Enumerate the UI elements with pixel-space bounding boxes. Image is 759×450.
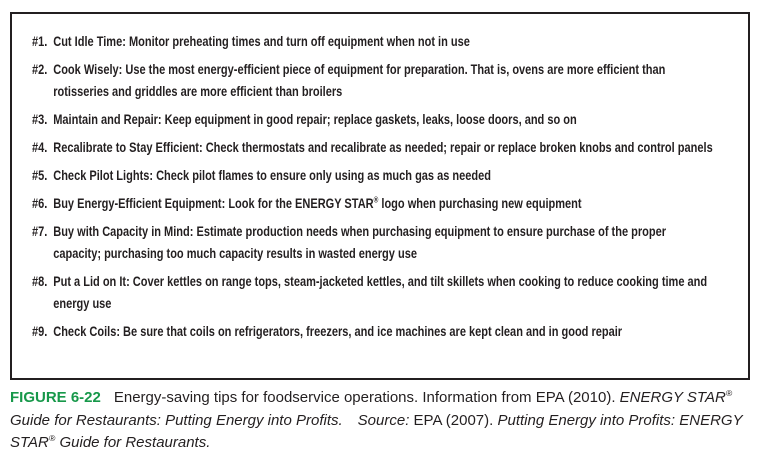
caption-title-italic: ENERGY STAR: [619, 389, 726, 406]
tip-item-2: [32, 58, 714, 102]
tip-text: Check Coils: Be sure that coils on refrigerators, freezers, and ice machines are kept clean and in good repair: [53, 323, 623, 339]
tip-item-5: [32, 164, 714, 186]
tip-text: Cut Idle Time: Monitor preheating times and turn off equipment when not in use: [53, 33, 470, 49]
tip-item-7: [32, 220, 714, 264]
tip-number: #3.: [32, 111, 48, 127]
caption-text: Energy-saving tips for foodservice operations. Information from EPA (2010).: [113, 389, 620, 406]
tip-item-3: [32, 108, 714, 130]
caption-title2-italic: Putting Energy into Profits: ENERGY STAR: [10, 411, 743, 450]
caption-title-italic-cont: Guide for Restaurants: Putting Energy into Profits.: [10, 411, 343, 429]
tip-number: #7.: [32, 223, 48, 239]
tip-number: #8.: [32, 273, 48, 289]
figure-label: FIGURE 6-22: [10, 389, 101, 406]
tip-number: #6.: [32, 195, 48, 211]
caption-title2-italic-cont: Guide for Restaurants.: [55, 434, 211, 450]
tip-number: #1.: [32, 33, 48, 49]
tip-text: Cook Wisely: Use the most energy-efficient piece of equipment for preparation. That is, ovens are more efficient than rotisseries and griddles are more efficient than broilers: [53, 61, 666, 99]
tip-text: Check Pilot Lights: Check pilot flames to ensure only using as much gas as needed: [53, 167, 492, 183]
tip-item-6: [32, 192, 714, 214]
energy-tips-box: [10, 12, 750, 380]
tip-text: Maintain and Repair: Keep equipment in good repair; replace gaskets, leaks, loose doors, and so on: [53, 111, 577, 127]
tip-text: Put a Lid on It: Cover kettles on range tops, steam-jacketed kettles, and tilt skillets when cooking to reduce cooking time and energy use: [53, 273, 708, 311]
tip-number: #5.: [32, 167, 48, 183]
registered-trademark-icon: ®: [373, 195, 379, 205]
tip-number: #4.: [32, 139, 48, 155]
figure-caption: [10, 387, 754, 450]
tip-text-cont: logo when purchasing new equipment: [378, 195, 582, 211]
tip-number: #9.: [32, 323, 48, 339]
tip-text: Buy Energy-Efficient Equipment: Look for the ENERGY STAR: [53, 195, 374, 211]
tip-item-4: [32, 136, 714, 158]
tip-item-1: [32, 30, 714, 52]
tip-number: #2.: [32, 61, 48, 77]
tip-text: Buy with Capacity in Mind: Estimate production needs when purchasing equipment to ensure purchase of the proper capacity; purchasing too much capacity results in wasted energy use: [53, 223, 667, 261]
caption-source-label: Source:: [357, 411, 410, 429]
registered-trademark-icon: ®: [725, 388, 733, 398]
tip-text: Recalibrate to Stay Efficient: Check thermostats and recalibrate as needed; repair or replace broken knobs and control panels: [53, 139, 713, 155]
tip-item-9: [32, 320, 714, 342]
tip-item-8: [32, 270, 714, 314]
tips-list: [32, 30, 714, 342]
caption-source-text: EPA (2007).: [409, 411, 498, 429]
registered-trademark-icon: ®: [48, 433, 56, 443]
